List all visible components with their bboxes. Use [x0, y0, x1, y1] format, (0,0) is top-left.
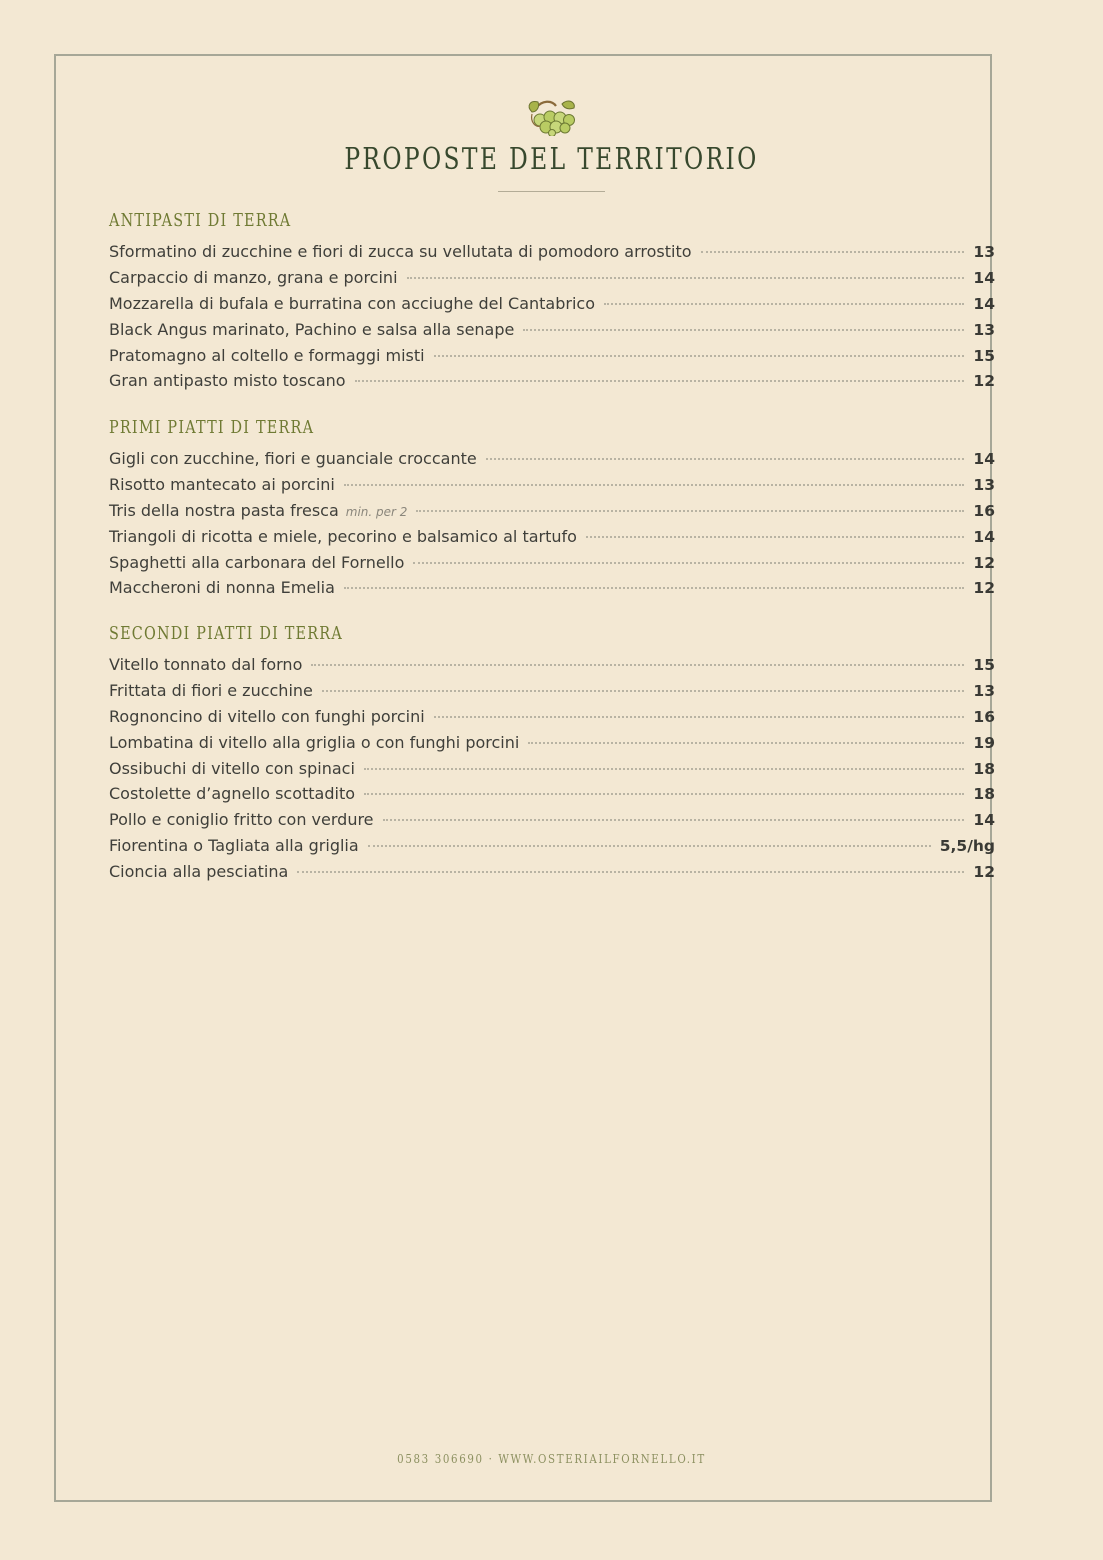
dotted-leader [368, 845, 931, 847]
item-price: 14 [973, 268, 995, 287]
dotted-leader [383, 819, 965, 821]
item-price: 5,5/hg [939, 837, 995, 856]
item-price: 12 [973, 553, 995, 572]
item-name: Risotto mantecato ai porcini [109, 474, 335, 494]
menu-item [109, 552, 995, 578]
item-name: Ossibuchi di vitello con spinaci [109, 758, 355, 778]
item-price: 13 [973, 243, 995, 261]
dotted-leader [523, 329, 964, 331]
menu-item [109, 370, 995, 396]
menu-item [109, 809, 995, 835]
dotted-leader [416, 510, 964, 512]
item-price: 12 [973, 579, 995, 598]
dotted-leader [344, 484, 965, 486]
menu-item [109, 680, 995, 706]
item-name: Maccheroni di nonna Emelia [109, 578, 335, 598]
menu-item [109, 448, 995, 474]
menu-list-secondi [109, 654, 995, 887]
item-name: Gran antipasto misto toscano [109, 371, 346, 391]
menu-item [109, 241, 995, 267]
item-price: 12 [973, 372, 995, 391]
item-price: 16 [973, 501, 995, 520]
item-price: 13 [973, 320, 995, 339]
item-name: Vitello tonnato dal forno [109, 655, 303, 674]
dotted-leader [486, 458, 965, 460]
dotted-leader [311, 664, 964, 666]
menu-item [109, 654, 995, 680]
item-price: 18 [973, 785, 995, 804]
item-name: Tris della nostra pasta fresca [109, 500, 339, 520]
item-name: Fiorentina o Tagliata alla griglia [109, 836, 359, 856]
item-price: 16 [973, 707, 995, 726]
item-name: Mozzarella di bufala e burratina con acciughe del Cantabrico [109, 293, 595, 313]
item-price: 15 [973, 346, 995, 365]
menu-item [109, 526, 995, 552]
dotted-leader [586, 536, 964, 538]
grapes-icon [522, 98, 580, 136]
menu-item [109, 706, 995, 732]
section-title-antipasti: ANTIPASTI DI TERRA [109, 210, 292, 231]
item-price: 13 [973, 475, 995, 494]
item-price: 14 [973, 294, 995, 313]
section-title-secondi: SECONDI PIATTI DI TERRA [109, 623, 343, 644]
item-price: 19 [973, 733, 995, 752]
item-name: Costolette d’agnello scottadito [109, 784, 356, 804]
item-price: 14 [973, 527, 995, 546]
menu-item [109, 732, 995, 758]
item-name: Cioncia alla pesciatina [109, 862, 289, 882]
dotted-leader [413, 562, 964, 564]
item-name: Triangoli di ricotta e miele, pecorino e balsamico al tartufo [109, 526, 577, 546]
menu-item [109, 835, 995, 861]
menu-item [109, 758, 995, 784]
item-price: 14 [973, 450, 995, 468]
item-name: Sformatino di zucchine e fiori di zucca su vellutata di pomodoro arrostito [109, 242, 692, 261]
dotted-leader [344, 587, 965, 589]
dotted-leader [322, 690, 965, 692]
menu-list-primi [109, 448, 995, 603]
item-price: 15 [973, 656, 995, 674]
dotted-leader [364, 793, 964, 795]
menu-list-antipasti [109, 241, 995, 396]
page-title: PROPOSTE DEL TERRITORIO [344, 142, 759, 177]
item-name: Pollo e coniglio fritto con verdure [109, 810, 374, 830]
item-name: Carpaccio di manzo, grana e porcini [109, 267, 398, 287]
item-name: Frittata di fiori e zucchine [109, 680, 313, 700]
dotted-leader [701, 251, 965, 253]
menu-item [109, 293, 995, 319]
item-price: 13 [973, 681, 995, 700]
dotted-leader [604, 303, 964, 305]
dotted-leader [407, 277, 965, 279]
item-name: Rognoncino di vitello con funghi porcini [109, 706, 425, 726]
title-divider [498, 191, 605, 192]
item-name: Pratomagno al coltello e formaggi misti [109, 345, 425, 365]
item-note: min. per 2 [345, 504, 408, 519]
dotted-leader [355, 380, 965, 382]
item-name: Gigli con zucchine, fiori e guanciale croccante [109, 449, 477, 468]
dotted-leader [364, 768, 965, 770]
menu-item [109, 783, 995, 809]
item-name: Spaghetti alla carbonara del Fornello [109, 552, 405, 572]
dotted-leader [434, 355, 965, 357]
section-title-primi: PRIMI PIATTI DI TERRA [109, 417, 315, 438]
menu-item [109, 500, 995, 526]
menu-item [109, 267, 995, 293]
item-name: Lombatina di vitello alla griglia o con funghi porcini [109, 732, 520, 752]
dotted-leader [297, 871, 964, 873]
dotted-leader [434, 716, 965, 718]
item-name: Black Angus marinato, Pachino e salsa alla senape [109, 319, 515, 339]
menu-item [109, 345, 995, 371]
footer-contact: 0583 306690 · WWW.OSTERIAILFORNELLO.IT [397, 1451, 706, 1466]
item-price: 12 [973, 863, 995, 882]
menu-item [109, 319, 995, 345]
menu-item [109, 474, 995, 500]
dotted-leader [528, 742, 964, 744]
item-price: 18 [973, 759, 995, 778]
menu-item [109, 577, 995, 603]
menu-item [109, 861, 995, 887]
item-price: 14 [973, 811, 995, 830]
